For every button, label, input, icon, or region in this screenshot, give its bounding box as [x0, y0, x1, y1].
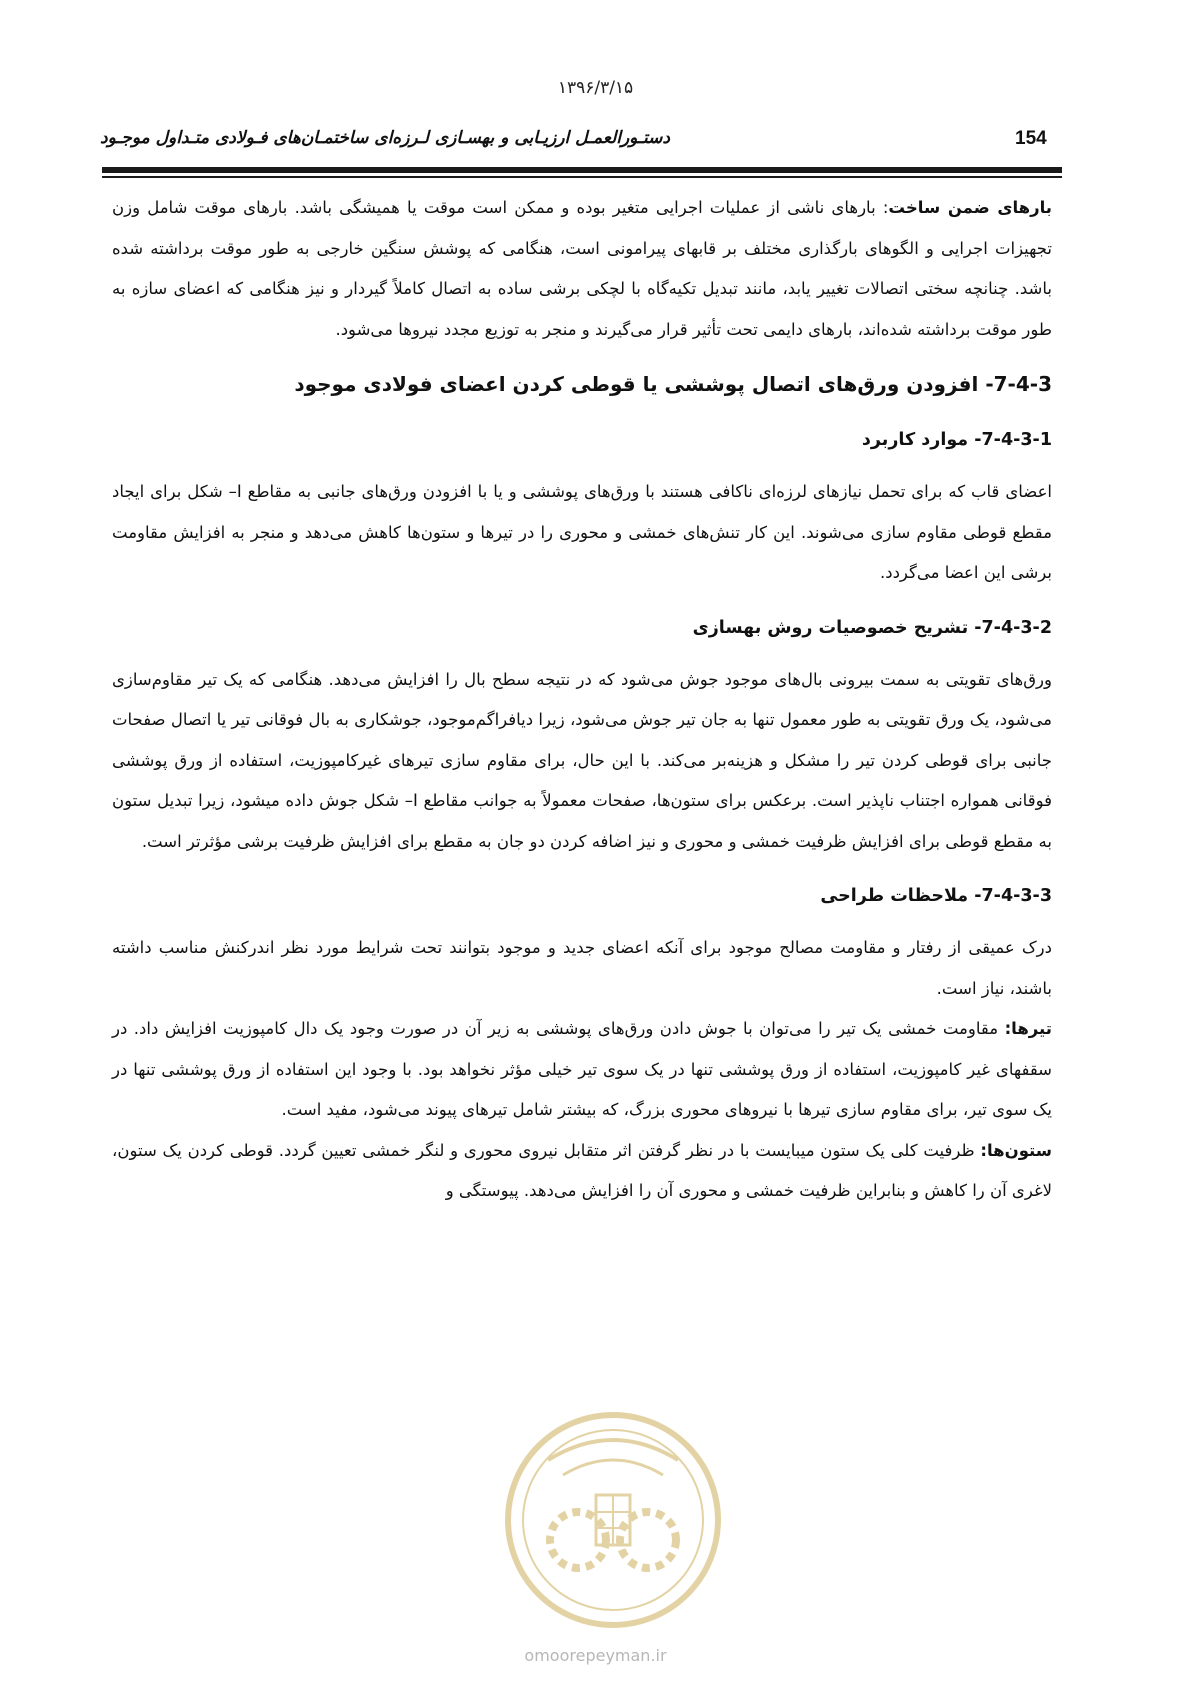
watermark-site: omoorepeyman.ir: [524, 1646, 667, 1665]
subsection-heading-design-considerations: 7-4-3-3- ملاحظات طراحی: [820, 886, 1052, 906]
term-construction-loads: بارهای ضمن ساخت: [888, 198, 1052, 217]
term-columns: ستون‌ها:: [980, 1140, 1052, 1160]
paragraph-text: : بارهای ناشی از عملیات اجرایی متغیر بوده و ممکن است موقت یا همیشگی باشد. بارهای موقت شامل وزن تجهیزات اجرایی و الگوهای بارگذاری مختلف بر قابهای پیرامونی است، هنگامی که پوشش سنگین خارجی به طور موقت برداشته شده باشد. چنانچه سختی اتصالات تغییر یابد، مانند تبدیل تکیه‌گاه با لچکی برشی ساده به اتصال کاملاً گیردار و نیز هنگامی که اعضای سازه به طور موقت برداشته شده‌اند، بارهای دایمی تحت تأثیر قرار می‌گیرند و منجر به توزیع مجدد نیروها می‌شود.: [112, 198, 1052, 339]
header-rule-thin: [102, 176, 1062, 178]
subsection-heading-method-description: 7-4-3-2- تشریح خصوصیات روش بهسازی: [692, 617, 1052, 638]
date-stamp: ۱۳۹۶/۳/۱۵: [557, 78, 634, 98]
header-rule-thick: [102, 167, 1062, 173]
term-beams: تیرها:: [1004, 1019, 1052, 1038]
page-content: [112, 188, 1052, 1212]
paragraph-text: مقاومت خمشی یک تیر را می‌توان با جوش دادن ورق‌های پوششی به زیر آن در صورت وجود یک دال کامپوزیت افزایش داد. در سقفهای غیر کامپوزیت، استفاده از ورق پوششی تنها در یک سوی تیر خیلی مؤثر نخواهد بود. با وجود این استفاده از ورق پوششی تنها در یک سوی تیر، برای مقاوم سازی تیرها با نیروهای محوری بزرگ، که بیشتر شامل تیرهای پیوند می‌شود، مفید است.: [112, 1019, 1052, 1119]
section-heading: 7-4-3- افزودن ورق‌های اتصال پوششی یا قوطی کردن اعضای فولادی موجود: [294, 372, 1052, 396]
watermark-logo-icon: [478, 1400, 748, 1670]
paragraph-beams: [112, 1009, 1052, 1131]
page-number: 154: [1015, 128, 1047, 149]
subsection-heading-applications: 7-4-3-1- موارد کاربرد: [861, 430, 1052, 450]
paragraph-construction-loads: [112, 188, 1052, 350]
paragraph-design-considerations: درک عمیقی از رفتار و مقاومت مصالح موجود برای آنکه اعضای جدید و موجود بتوانند تحت شرایط مورد نظر اندرکنش مناسب داشته باشند، نیاز است.: [112, 938, 1052, 998]
paragraph-method-description: ورق‌های تقویتی به سمت بیرونی بال‌های موجود جوش می‌شود که در نتیجه سطح بال را افزایش می‌دهد. هنگامی که یک تیر مقاوم‌سازی می‌شود، یک ورق تقویتی به طور معمول تنها به جان تیر جوش می‌شود، زیرا دیافراگم‌موجود، جوشکاری به بال فوقانی تیر یا اتصال صفحات جانبی برای قوطی کردن تیر را مشکل و هزینه‌بر می‌کند. با این حال، برای مقاوم سازی تیرهای غیرکامپوزیت، استفاده از ورق پوششی فوقانی همواره اجتناب ناپذیر است. برعکس برای ستون‌ها، صفحات معمولاً به جوانب مقاطع I– شکل جوش داده میشود، زیرا تبدیل ستون به مقطع قوطی برای افزایش ظرفیت خمشی و محوری و نیز اضافه کردن دو جان به مقطع برای افزایش ظرفیت برشی مؤثرتر است.: [112, 669, 1052, 851]
paragraph-text: ظرفیت کلی یک ستون میبایست با در نظر گرفتن اثر متقابل نیروی محوری و لنگر خمشی تعیین گردد. قوطی کردن یک ستون، لاغری آن را کاهش و بنابراین ظرفیت خمشی و محوری آن را افزایش می‌دهد. پیوستگی و: [112, 1140, 1052, 1200]
paragraph-columns: [112, 1131, 1052, 1212]
paragraph-applications: اعضای قاب که برای تحمل نیازهای لرزه‌ای ناکافی هستند با ورق‌های پوششی و یا با افزودن ورق‌های جانبی به مقاطع I– شکل برای ایجاد مقطع قوطی مقاوم سازی می‌شوند. این کار تنش‌های خمشی و محوری را در تیرها و ستون‌ها کاهش می‌دهد و منجر به افزایش مقاومت برشی این اعضا می‌گردد.: [112, 482, 1052, 582]
running-title: دستـورالعمـل ارزیـابی و بهسـازی لـرزه‌ای ساختمـان‌های فـولادی متـداول موجـود: [100, 128, 670, 148]
